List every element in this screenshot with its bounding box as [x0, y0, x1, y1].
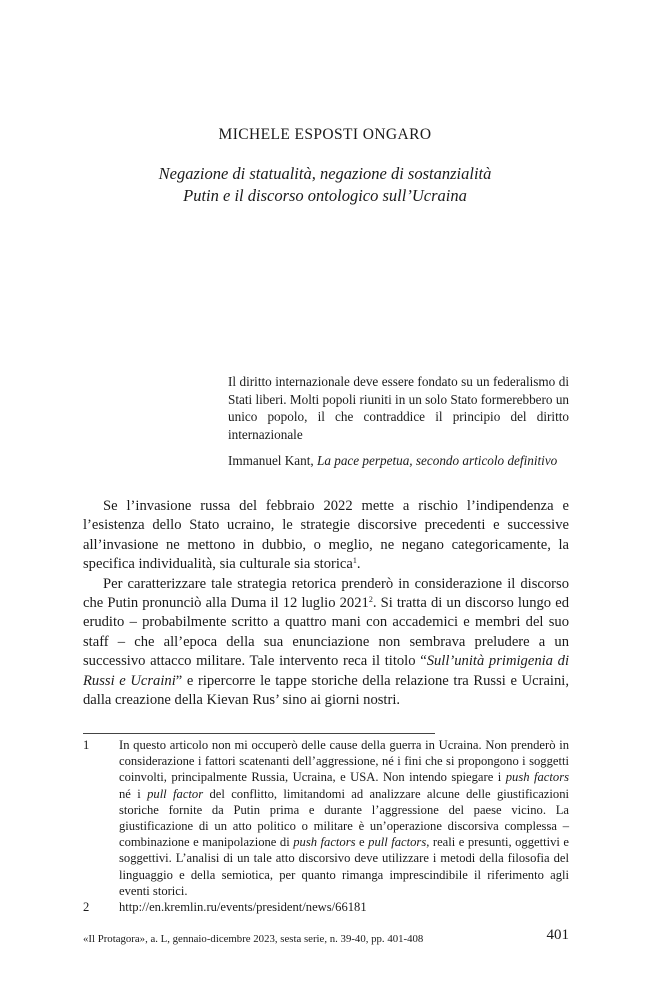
footnotes [83, 737, 569, 915]
footnote-text: , reali e presunti, oggettivi e soggettivi. L’analisi di un tale atto discorsivo deve utilizzare i metodi della filosofia del linguaggio e della semiotica, per quanto rimanga imprescindibile il riferimento agli eventi storici. [119, 835, 569, 898]
paragraph-2-text-c: ” e ripercorre le tappe storiche della relazione tra Russi e Ucraini, dalla creazione della Kievan Rus’ sino ai giorni nostri. [83, 672, 569, 709]
journal-citation: «Il Protagora», a. L, gennaio-dicembre 2023, sesta serie, n. 39-40, pp. 401-408 [83, 933, 424, 945]
footnote-divider [83, 733, 435, 734]
footnote-text: del conflitto, limitandomi ad analizzare alcune delle giustificazioni storiche fornite da Putin prima e durante l’aggressione del paese vicino. La giustificazione di un atto politico o militare è un’operazione discorsiva complessa – combinazione e manipolazione di [119, 786, 569, 850]
paragraph-2 [83, 575, 569, 711]
footnote-ref-1[interactable]: 1 [352, 556, 357, 566]
footnote-text: né i [119, 786, 148, 801]
speech-title: Sull’unità primigenia di Russi e Ucraini [83, 653, 570, 689]
author-name: MICHELE ESPOSTI ONGARO [218, 126, 432, 143]
footnote-1 [83, 737, 569, 899]
footnote-text: e [355, 835, 369, 850]
paragraph-1-end: . [356, 556, 361, 573]
paragraph-2-text-a: Per caratterizzare tale strategia retorica prenderò in considerazione il discorso che Putin pronunciò alla Duma il 12 luglio 2021 [83, 575, 569, 612]
epigraph-quote: Il diritto internazionale deve essere fondato su un federalismo di Stati liberi. Molti popoli riuniti in un solo Stato formerebbero un unico popolo, il che contraddice il principio del diritto internazionale [228, 374, 570, 442]
footnote-link[interactable]: http://en.kremlin.ru/events/president/news/66181 [119, 900, 367, 915]
epigraph-source-author: Immanuel Kant, [228, 453, 317, 468]
footnote-number: 1 [83, 738, 90, 752]
title-line-2: Putin e il discorso ontologico sull’Ucraina [183, 186, 467, 205]
footnote-italic-term: pull factor [147, 786, 204, 801]
paragraph-2-text-b: . Si tratta di un discorso lungo ed erudito – probabilmente scritto a quattro mani con accademici e membri del suo staff – che all’epoca della sua enunciazione non sembrava preludere a un successivo attacco militare. Tale intervento reca il titolo “ [83, 595, 569, 670]
article-title [0, 163, 650, 207]
footnote-italic-term: pull factors [368, 835, 427, 850]
page-number: 401 [546, 927, 569, 943]
footnote-italic-term: push factors [505, 770, 569, 785]
paragraph-1 [83, 497, 569, 575]
epigraph-source [228, 452, 569, 470]
footnote-text: In questo articolo non mi occuperò delle cause della guerra in Ucraina. Non prenderò in considerazione i fattori scatenanti dell’aggressione, né i fini che si propongono i soggetti coinvolti, principalmente Russia, Ucraina, e USA. Non intendo spiegare i [119, 738, 569, 785]
footnote-italic-term: push factors [293, 835, 356, 850]
footnote-number: 2 [83, 900, 90, 915]
footnote-2 [83, 899, 569, 915]
epigraph-source-work: La pace perpetua, secondo articolo definitivo [317, 453, 558, 468]
footnote-ref-2[interactable]: 2 [368, 595, 373, 605]
body-text [83, 497, 569, 710]
title-line-1: Negazione di statualità, negazione di sostanzialità [158, 164, 492, 183]
paragraph-1-text: Se l’invasione russa del febbraio 2022 mette a rischio l’indipendenza e l’esistenza dello Stato ucraino, le strategie discorsive precedenti e successive all’invasione ne mettono in dubbio, o meglio, ne negano categoricamente, la specifica individualità, sia culturale sia storica [83, 498, 569, 573]
